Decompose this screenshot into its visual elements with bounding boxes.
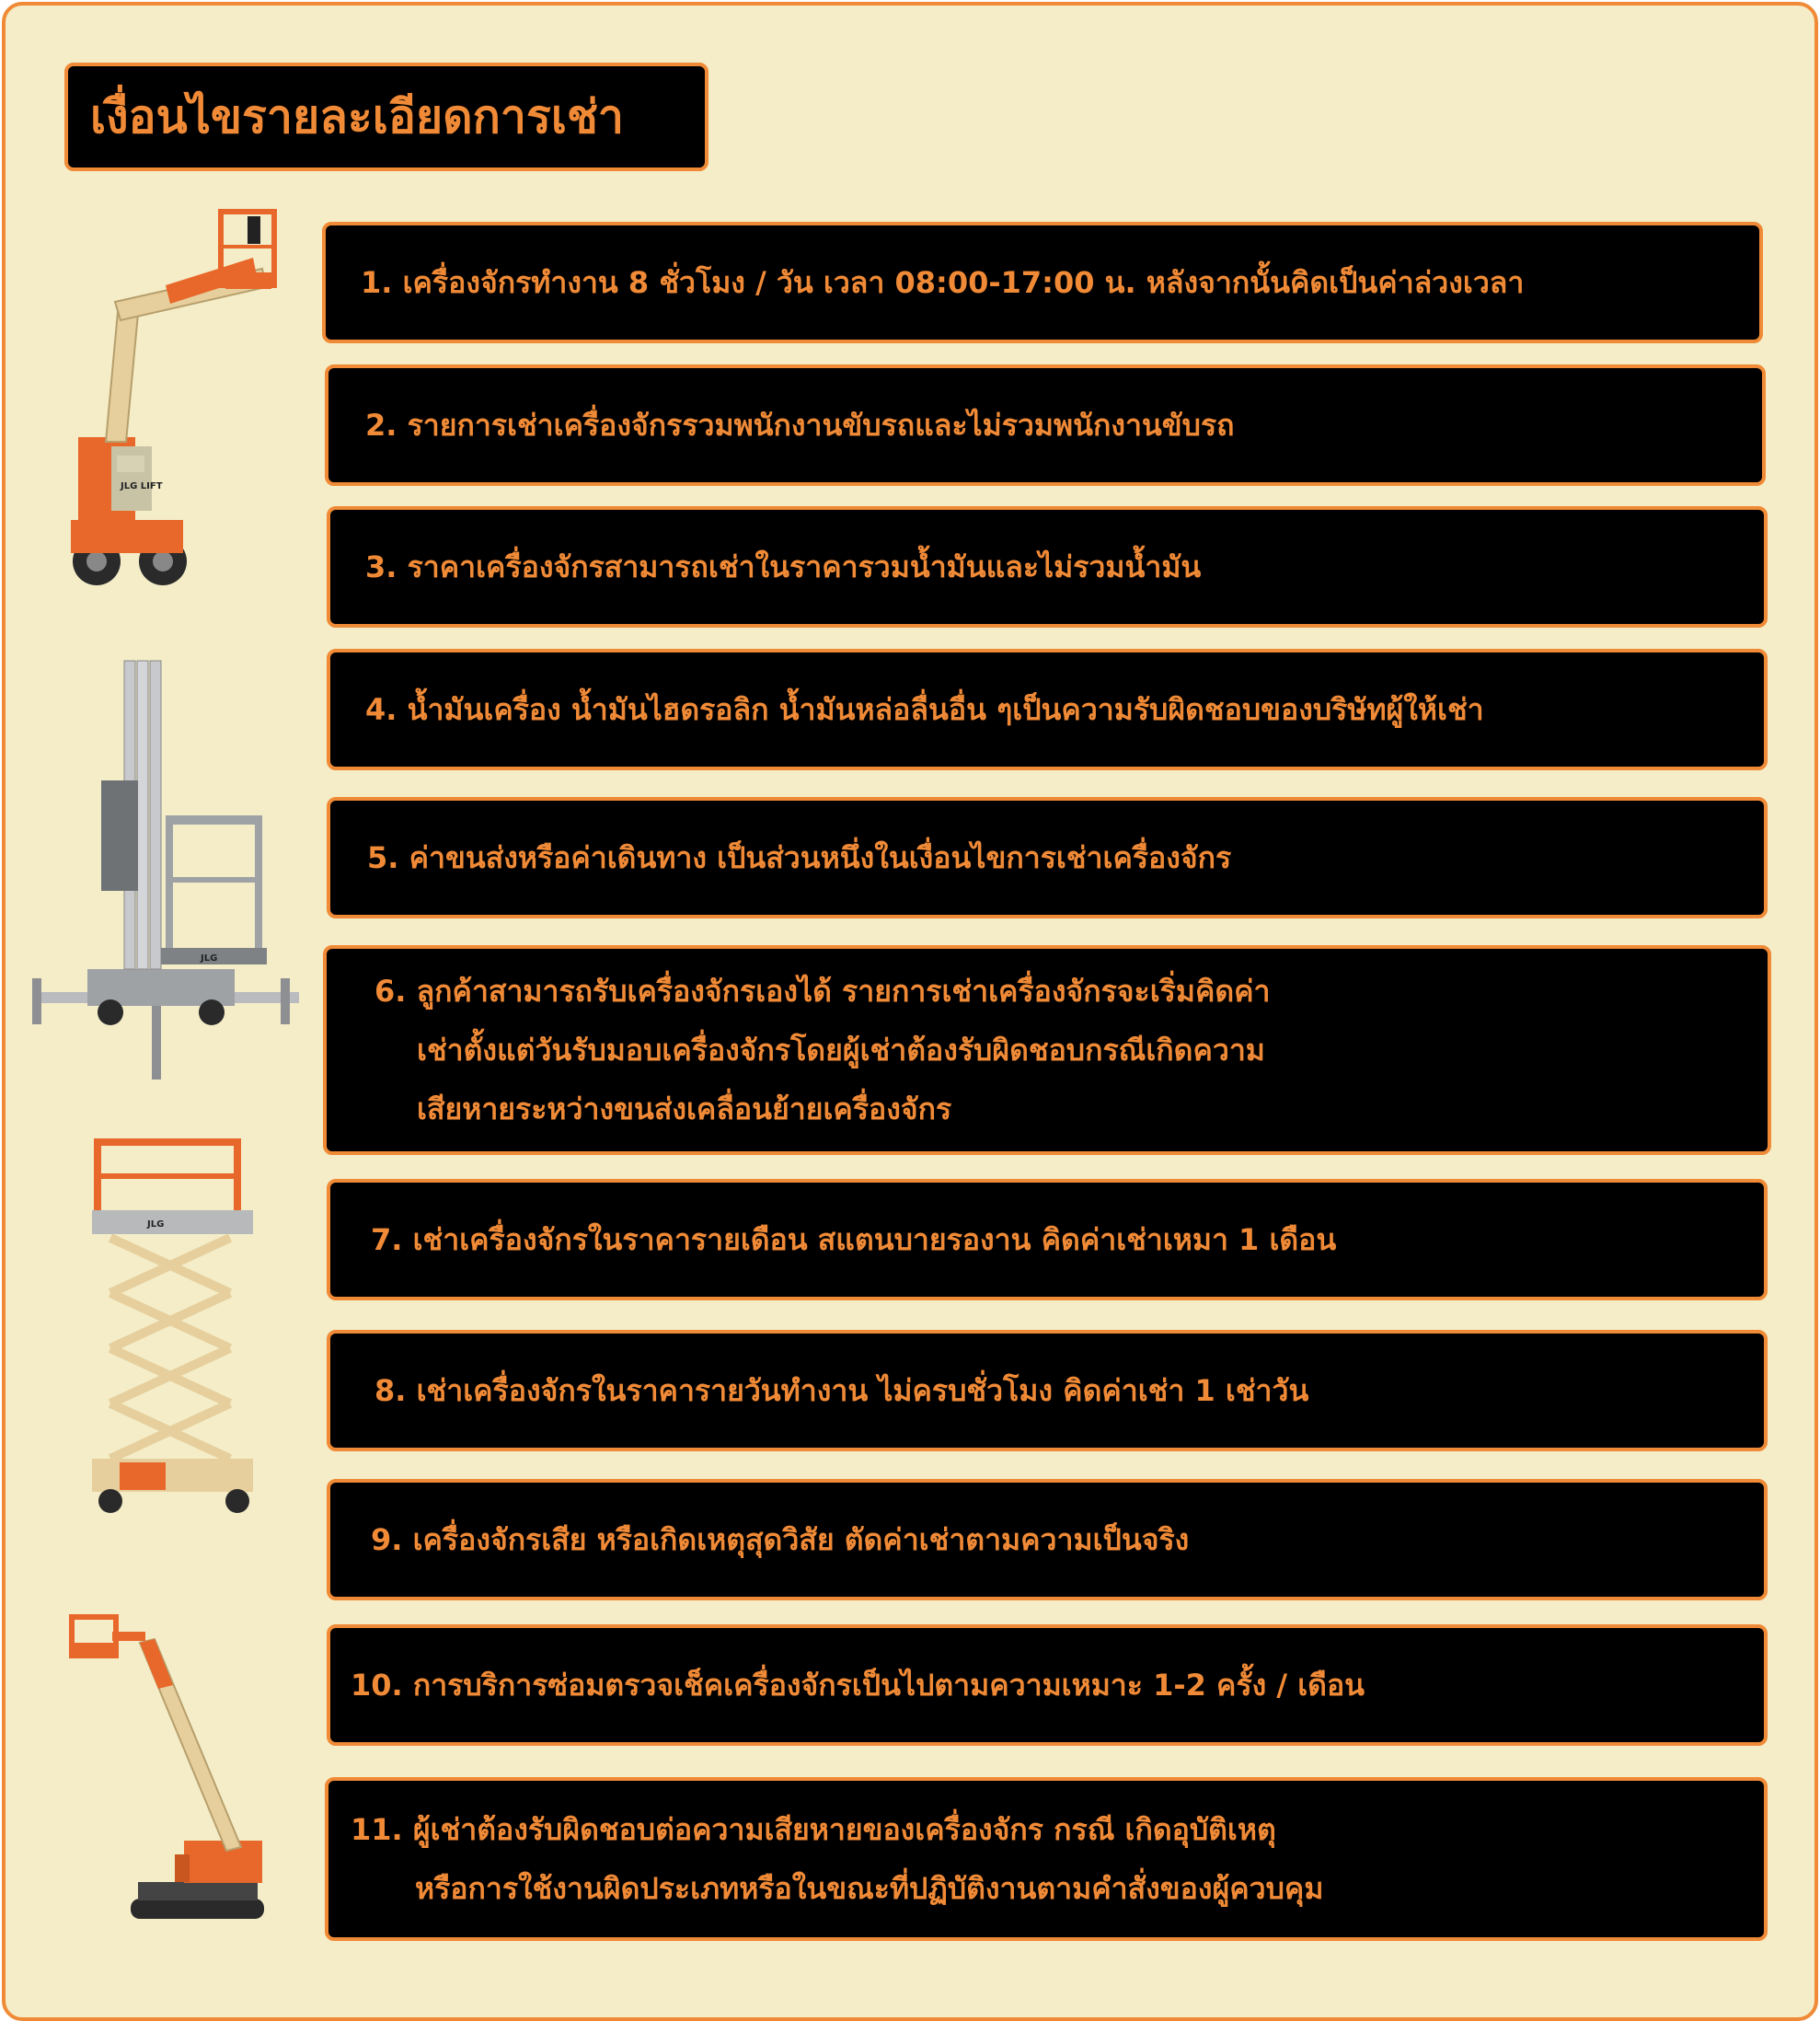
condition-10 xyxy=(327,1624,1768,1746)
svg-text:JLG LIFT: JLG LIFT xyxy=(121,481,163,491)
condition-4 xyxy=(327,649,1768,770)
condition-7 xyxy=(327,1179,1768,1300)
condition-text: เช่าตั้งแต่วันรับมอบเครื่องจักรโดยผู้เช่าต้องรับผิดชอบกรณีเกิดความ xyxy=(417,1033,1265,1068)
condition-11 xyxy=(325,1777,1768,1941)
condition-text: 3. ราคาเครื่องจักรสามารถเช่าในราคารวมน้ำมันและไม่รวมน้ำมัน xyxy=(365,549,1202,584)
condition-text: เสียหายระหว่างขนส่งเคลื่อนย้ายเครื่องจักร xyxy=(417,1091,952,1126)
condition-text: 8. เช่าเครื่องจักรในราคารายวันทำงาน ไม่ครบชั่วโมง คิดค่าเช่า 1 เช่าวัน xyxy=(374,1373,1309,1408)
condition-1 xyxy=(322,222,1763,343)
svg-text:JLG: JLG xyxy=(201,953,218,964)
condition-6 xyxy=(323,945,1771,1155)
condition-text: 10. การบริการซ่อมตรวจเช็คเครื่องจักรเป็นไปตามความเหมาะ 1-2 ครั้ง / เดือน xyxy=(351,1668,1365,1703)
condition-text: 6. ลูกค้าสามารถรับเครื่องจักรเองได้ รายการเช่าเครื่องจักรจะเริ่มคิดค่า xyxy=(374,974,1271,1009)
condition-text: หรือการใช้งานผิดประเภทหรือในขณะที่ปฏิบัติงานตามคำสั่งของผู้ควบคุม xyxy=(415,1871,1324,1906)
condition-8 xyxy=(327,1330,1768,1451)
condition-text: 2. รายการเช่าเครื่องจักรรวมพนักงานขับรถและไม่รวมพนักงานขับรถ xyxy=(365,408,1235,443)
page-title-text: เงื่อนไขรายละเอียดการเช่า xyxy=(90,89,624,144)
svg-text:JLG: JLG xyxy=(147,1219,165,1230)
condition-text: 1. เครื่องจักรทำงาน 8 ชั่วโมง / วัน เวลา 08:00-17:00 น. หลังจากนั้นคิดเป็นค่าล่วงเวลา xyxy=(361,265,1525,300)
condition-2 xyxy=(325,364,1766,486)
condition-text: 5. ค่าขนส่งหรือค่าเดินทาง เป็นส่วนหนึ่งในเงื่อนไขการเช่าเครื่องจักร xyxy=(367,840,1232,875)
telescopic-boom-lift-icon xyxy=(64,1606,276,1923)
condition-text: 9. เครื่องจักรเสีย หรือเกิดเหตุสุดวิสัย ตัดค่าเช่าตามความเป็นจริง xyxy=(371,1522,1190,1557)
vertical-mast-lift-icon xyxy=(23,652,299,1084)
condition-text: 4. น้ำมันเครื่อง น้ำมันไฮดรอลิก น้ำมันหล่อลื่นอื่น ๆเป็นความรับผิดชอบของบริษัทผู้ให้เช่า xyxy=(365,692,1484,727)
condition-3 xyxy=(327,506,1768,628)
condition-text: 7. เช่าเครื่องจักรในราคารายเดือน สแตนบายรองาน คิดค่าเช่าเหมา 1 เดือน xyxy=(371,1222,1337,1257)
condition-9 xyxy=(327,1479,1768,1600)
condition-5 xyxy=(327,797,1768,918)
scissor-lift-icon xyxy=(83,1127,276,1523)
articulating-boom-lift-icon xyxy=(51,202,290,594)
condition-text: 11. ผู้เช่าต้องรับผิดชอบต่อความเสียหายของเครื่องจักร กรณี เกิดอุบัติเหตุ xyxy=(351,1812,1276,1847)
page-title xyxy=(64,63,708,171)
